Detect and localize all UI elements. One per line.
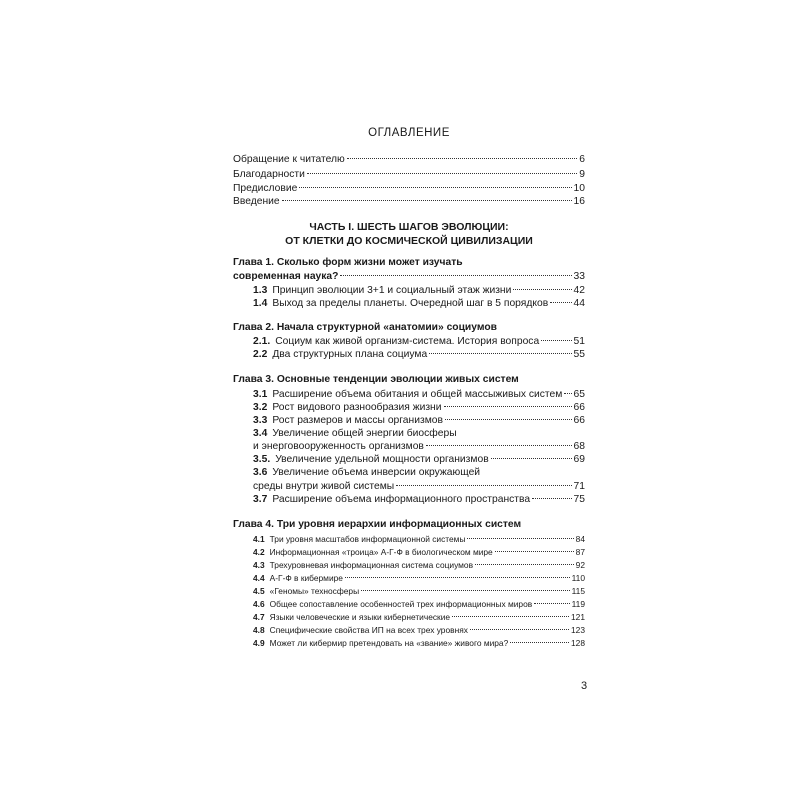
part-heading-line1: ЧАСТЬ I. ШЕСТЬ ШАГОВ ЭВОЛЮЦИИ: — [309, 221, 509, 233]
toc-entry: Благодарности 9 — [233, 169, 585, 180]
toc-entry-line1: 3.6 Увеличение объема инверсии окружающей — [253, 467, 481, 478]
toc-entry: 4.6 Общее сопоставление особенностей трех информационных миров 119 — [253, 599, 585, 609]
toc-entry: Обращение к читателю 6 — [233, 154, 585, 165]
toc-entry: 3.5. Увеличение удельной мощности организмов 69 — [253, 454, 585, 465]
toc-entry: 2.1. Социум как живой организм-система. История вопроса 51 — [253, 336, 585, 347]
toc-entry: 3.1 Расширение объема обитания и общей массыживых систем 65 — [253, 389, 585, 400]
chapter-1-title-cont: современная наука? 33 — [233, 271, 585, 282]
page-number: 3 — [581, 680, 588, 692]
toc-entry: Введение 16 — [233, 196, 585, 207]
toc-entry-line1: 3.4 Увеличение общей энергии биосферы — [253, 428, 457, 439]
toc-entry: 4.3 Трехуровневая информационная система социумов 92 — [253, 560, 585, 570]
toc-entry-line2: и энерговооруженность организмов 68 — [253, 441, 585, 452]
toc-entry: 4.7 Языки человеческие и языки кибернетические 121 — [253, 612, 585, 622]
toc-entry: 3.7 Расширение объема информационного пространства 75 — [253, 494, 585, 505]
toc-entry-line2: среды внутри живой системы 71 — [253, 481, 585, 492]
toc-entry: 1.4 Выход за пределы планеты. Очередной шаг в 5 порядков 44 — [253, 298, 585, 309]
chapter-4-title: Глава 4. Три уровня иерархии информационных систем — [233, 519, 522, 530]
part-heading-line2: ОТ КЛЕТКИ ДО КОСМИЧЕСКОЙ ЦИВИЛИЗАЦИИ — [285, 235, 533, 247]
toc-entry: Предисловие 10 — [233, 183, 585, 194]
toc-entry: 4.2 Информационная «троица» А-Г-Ф в биологическом мире 87 — [253, 547, 585, 557]
toc-entry: 4.9 Может ли кибермир претендовать на «звание» живого мира? 128 — [253, 638, 585, 648]
chapter-3-title: Глава 3. Основные тенденции эволюции живых систем — [233, 374, 519, 385]
toc-entry: 4.5 «Геномы» техносферы 115 — [253, 586, 585, 596]
toc-entry: 3.2 Рост видового разнообразия жизни 66 — [253, 402, 585, 413]
toc-entry: 3.3 Рост размеров и массы организмов 66 — [253, 415, 585, 426]
toc-entry: 4.8 Специфические свойства ИП на всех трех уровнях 123 — [253, 625, 585, 635]
toc-entry: 1.3 Принцип эволюции 3+1 и социальный этаж жизни 42 — [253, 285, 585, 296]
chapter-1-title: Глава 1. Сколько форм жизни может изучать — [233, 257, 463, 268]
toc-entry: 4.4 А-Г-Ф в кибермире 110 — [253, 573, 585, 583]
toc-title: ОГЛАВЛЕНИЕ — [368, 127, 450, 139]
toc-entry: 4.1 Три уровня масштабов информационной системы 84 — [253, 534, 585, 544]
chapter-2-title: Глава 2. Начала структурной «анатомии» социумов — [233, 322, 497, 333]
toc-entry: 2.2 Два структурных плана социума 55 — [253, 349, 585, 360]
